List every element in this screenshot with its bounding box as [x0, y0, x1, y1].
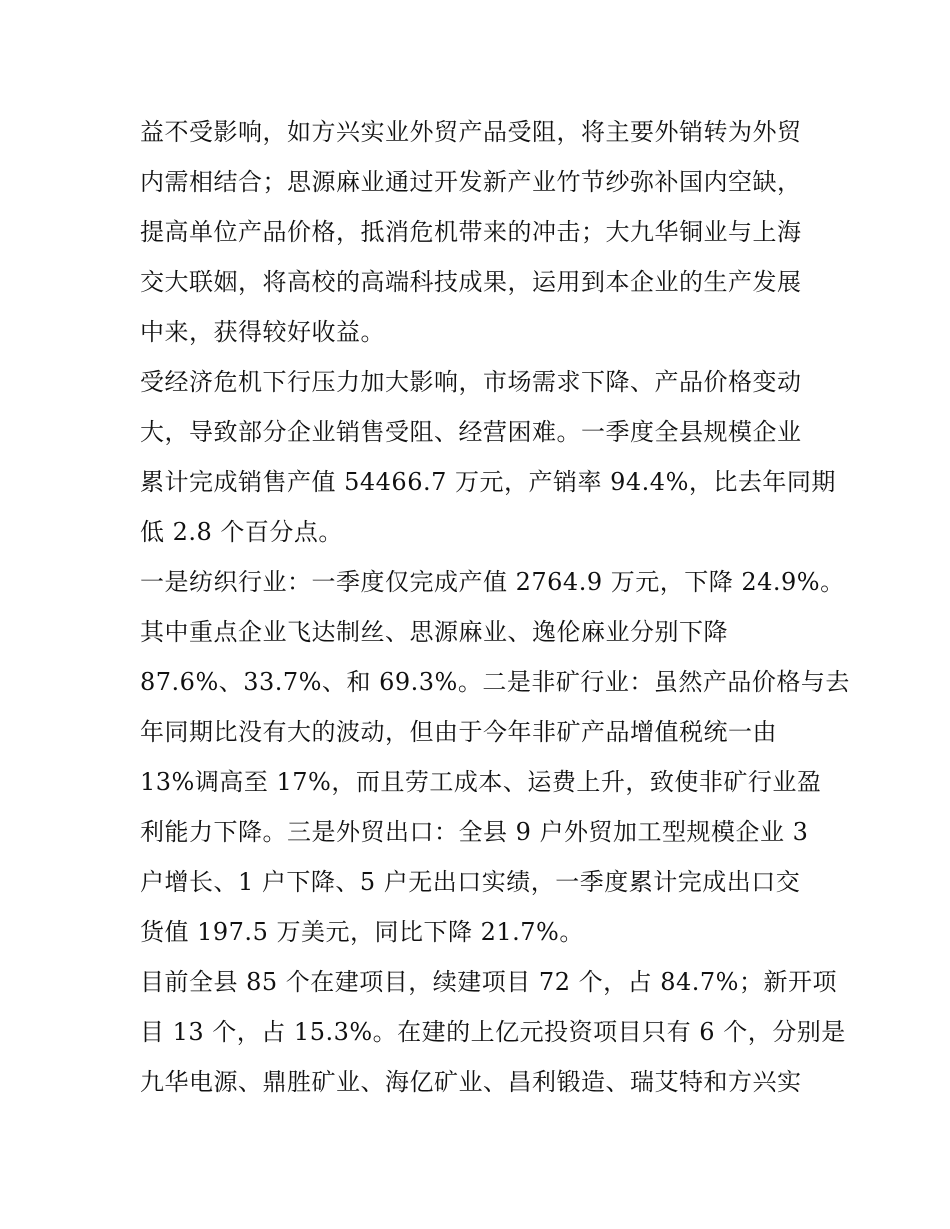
text-line: 大，导致部分企业销售受阻、经营困难。一季度全县规模企业 — [140, 418, 802, 446]
text-line: 提高单位产品价格，抵消危机带来的冲击；大九华铜业与上海 — [140, 218, 802, 246]
paragraph-4 — [140, 957, 846, 1107]
text-line: 其中重点企业飞达制丝、思源麻业、逸伦麻业分别下降 — [140, 618, 728, 646]
paragraph-1 — [140, 107, 820, 357]
text-line: 低 2.8 个百分点。 — [140, 518, 343, 546]
text-line: 中来，获得较好收益。 — [140, 318, 385, 346]
text-line: 13%调高至 17%，而且劳工成本、运费上升，致使非矿行业盈 — [140, 768, 822, 796]
paragraph-3 — [140, 557, 850, 957]
text-line: 目 13 个，占 15.3%。在建的上亿元投资项目只有 6 个，分别是 — [140, 1018, 846, 1046]
text-line: 受经济危机下行压力加大影响，市场需求下降、产品价格变动 — [140, 368, 802, 396]
text-line: 户增长、1 户下降、5 户无出口实绩，一季度累计完成出口交 — [140, 868, 801, 896]
text-line: 年同期比没有大的波动，但由于今年非矿产品增值税统一由 — [140, 718, 777, 746]
text-line: 内需相结合；思源麻业通过开发新产业竹节纱弥补国内空缺， — [140, 168, 802, 196]
text-line: 利能力下降。三是外贸出口：全县 9 户外贸加工型规模企业 3 — [140, 818, 809, 846]
text-line: 累计完成销售产值 54466.7 万元，产销率 94.4%，比去年同期 — [140, 468, 836, 496]
paragraph-2 — [140, 357, 836, 557]
text-line: 益不受影响，如方兴实业外贸产品受阻，将主要外销转为外贸 — [140, 118, 802, 146]
text-line: 一是纺织行业：一季度仅完成产值 2764.9 万元，下降 24.9%。 — [140, 568, 845, 596]
text-line: 九华电源、鼎胜矿业、海亿矿业、昌利锻造、瑞艾特和方兴实 — [140, 1068, 802, 1096]
text-line: 货值 197.5 万美元，同比下降 21.7%。 — [140, 918, 584, 946]
text-line: 目前全县 85 个在建项目，续建项目 72 个，占 84.7%；新开项 — [140, 968, 837, 996]
text-line: 交大联姻，将高校的高端科技成果，运用到本企业的生产发展 — [140, 268, 802, 296]
text-line: 87.6%、33.7%、和 69.3%。二是非矿行业：虽然产品价格与去 — [140, 668, 850, 696]
document-body — [140, 107, 850, 1107]
